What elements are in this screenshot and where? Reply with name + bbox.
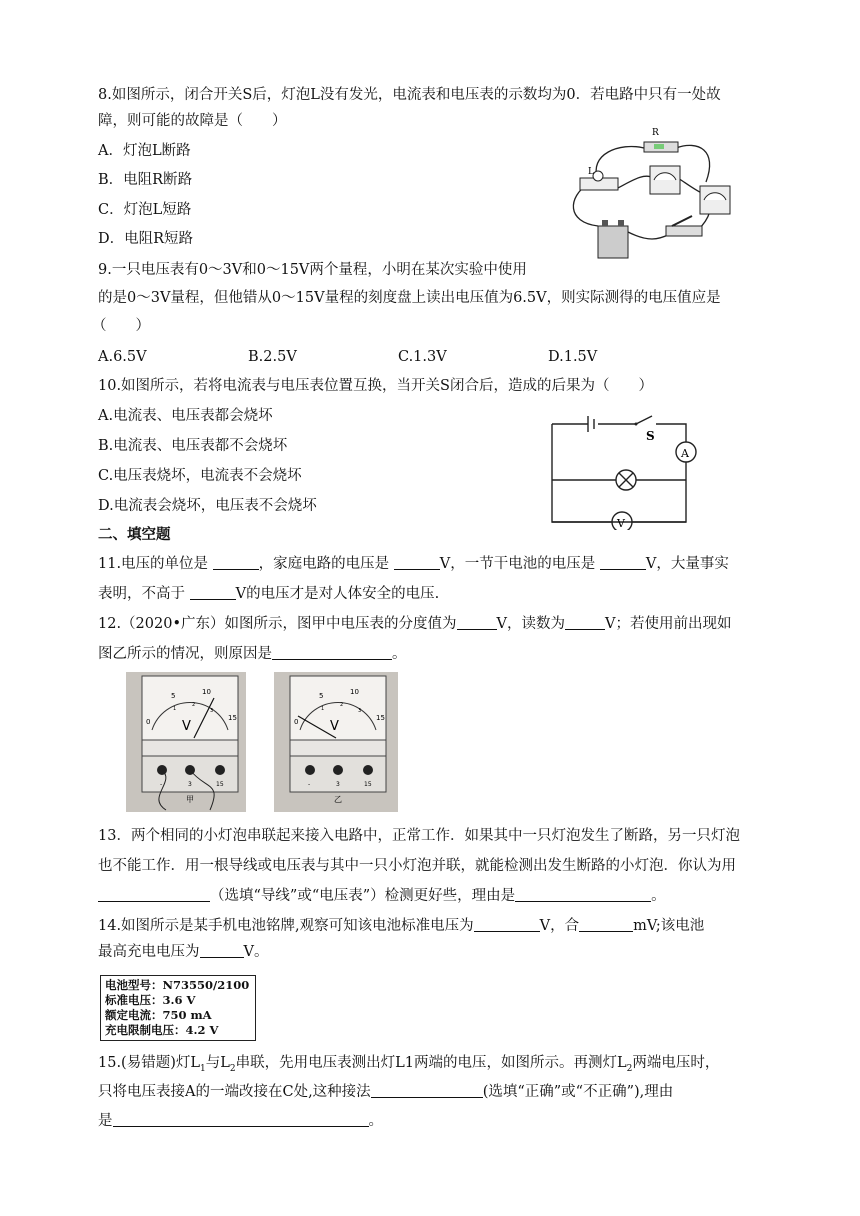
q12-blank-reading[interactable] [565,615,605,630]
q10-circuit-diagram [548,412,708,530]
q12-blank-division[interactable] [457,615,497,630]
q14-line2: 最高充电电压为 V。 [98,944,269,960]
q13-line3: （选填“导线”或“电压表”）检测更好些，理由是 。 [98,886,666,906]
svg-text:3: 3 [358,708,362,714]
svg-text:3: 3 [336,781,340,788]
svg-text:5: 5 [171,692,176,700]
battery-label: 电池型号：N73550/2100 标准电压：3.6 V 额定电流：750 mA 充电限制电压：4.2 V [100,975,256,1041]
svg-text:-: - [308,781,311,788]
svg-text:0: 0 [146,718,151,726]
q13-line1: 13．两个相同的小灯泡串联起来接入电路中，正常工作．如果其中一只灯泡发生了断路，另一只灯泡 [98,828,740,844]
q9-stem-line3: （ ） [92,318,150,334]
meter-caption-jia: 甲 [186,795,194,804]
q10-option-c: C.电压表烧坏，电流表不会烧坏 [98,468,302,484]
q15-blank-choice[interactable] [371,1083,483,1098]
meter-unit: V [182,719,191,734]
q10-option-b: B.电流表、电压表都不会烧坏 [98,438,288,454]
q9-stem-line1: 9.一只电压表有0～3V和0～15V两个量程，小明在某次实验中使用 [98,262,527,278]
q13-blank-choice[interactable] [98,887,210,902]
q14-blank-voltage[interactable] [474,917,540,932]
q8-option-c: C．灯泡L短路 [98,202,192,218]
svg-text:2: 2 [340,702,344,708]
q9-option-c: C.1.3V [398,349,447,365]
svg-text:0: 0 [294,718,299,726]
svg-text:15: 15 [376,714,385,722]
svg-text:10: 10 [350,688,359,696]
q12-blank-reason[interactable] [272,645,392,660]
svg-text:10: 10 [202,688,211,696]
q11-line2: 表明，不高于 V的电压才是对人体安全的电压. [98,586,440,602]
q8-option-b: B．电阻R断路 [98,172,193,188]
q14-blank-mv[interactable] [579,917,633,932]
svg-text:-: - [160,781,163,788]
section-title: 二、填空题 [98,526,171,543]
voltmeter-right-photo [274,672,398,812]
q9-option-a: A.6.5V [98,349,147,365]
svg-text:15: 15 [364,781,372,788]
svg-text:2: 2 [192,702,196,708]
switch-label: S [646,429,655,443]
resistor-label: R [652,128,659,138]
q8-option-a: A．灯泡L断路 [98,143,191,159]
q14-line1: 14.如图所示是某手机电池铭牌,观察可知该电池标准电压为 V，合 mV;该电池 [98,918,705,934]
q13-blank-reason[interactable] [515,887,651,902]
svg-text:15: 15 [228,714,237,722]
q12-line2: 图乙所示的情况，则原因是 。 [98,646,407,662]
q8-stem-line2: 障，则可能的故障是（ ） [98,113,287,129]
lamp-label: L [588,167,594,177]
svg-text:3: 3 [210,708,214,714]
q8-option-d: D．电阻R短路 [98,231,194,247]
q11-blank-safe[interactable] [190,585,236,600]
q9-option-d: D.1.5V [548,349,598,365]
q12-line1: 12.（2020•广东）如图所示，图甲中电压表的分度值为 V，读数为 V；若使用前出现如 [98,616,732,632]
q13-line2: 也不能工作．用一根导线或电压表与其中一只小灯泡并联，就能检测出发生断路的小灯泡．你认为用 [98,858,736,874]
svg-text:3: 3 [188,781,192,788]
q9-options [98,347,698,367]
voltmeter-label: V [617,517,625,530]
svg-text:15: 15 [216,781,224,788]
q8-circuit-photo [558,122,734,268]
q15-line1: 15.(易错题)灯$L_1$与$L_2$串联，先用电压表测出灯L1两端的电压，如图所示。再测灯$L_2$两端电压时， [98,1055,720,1074]
q15-blank-reason[interactable] [113,1112,369,1127]
q10-stem: 10.如图所示，若将电流表与电压表位置互换，当开关S闭合后，造成的后果为（ ） [98,378,653,394]
q9-option-b: B.2.5V [248,349,297,365]
svg-text:1: 1 [321,706,325,712]
q10-option-a: A.电流表、电压表都会烧坏 [98,408,273,424]
q11-blank-household[interactable] [394,555,440,570]
q8-stem-line1: 8.如图所示，闭合开关S后，灯泡L没有发光，电流表和电压表的示数均为0．若电路中只有一处故 [98,87,721,103]
svg-text:5: 5 [319,692,324,700]
ammeter-label: A [681,447,689,460]
q9-stem-line2: 的是0～3V量程，但他错从0～15V量程的刻度盘上读出电压值为6.5V，则实际测得的电压值应是 [98,290,721,306]
q10-option-d: D.电流表会烧坏，电压表不会烧坏 [98,498,317,514]
svg-text:1: 1 [173,706,177,712]
q11-blank-unit[interactable] [213,555,259,570]
q11-blank-battery[interactable] [600,555,646,570]
q14-blank-charge[interactable] [200,943,244,958]
voltmeter-left-photo [126,672,246,812]
q11-line1: 11.电压的单位是 ，家庭电路的电压是 V，一节干电池的电压是 V，大量事实 [98,556,729,572]
svg-text:V: V [330,719,339,734]
q15-line3: 是 。 [98,1113,383,1129]
meter-caption-yi: 乙 [334,795,342,804]
q15-line2: 只将电压表接A的一端改接在C处,这种接法 (选填“正确”或“不正确”),理由 [98,1084,674,1100]
